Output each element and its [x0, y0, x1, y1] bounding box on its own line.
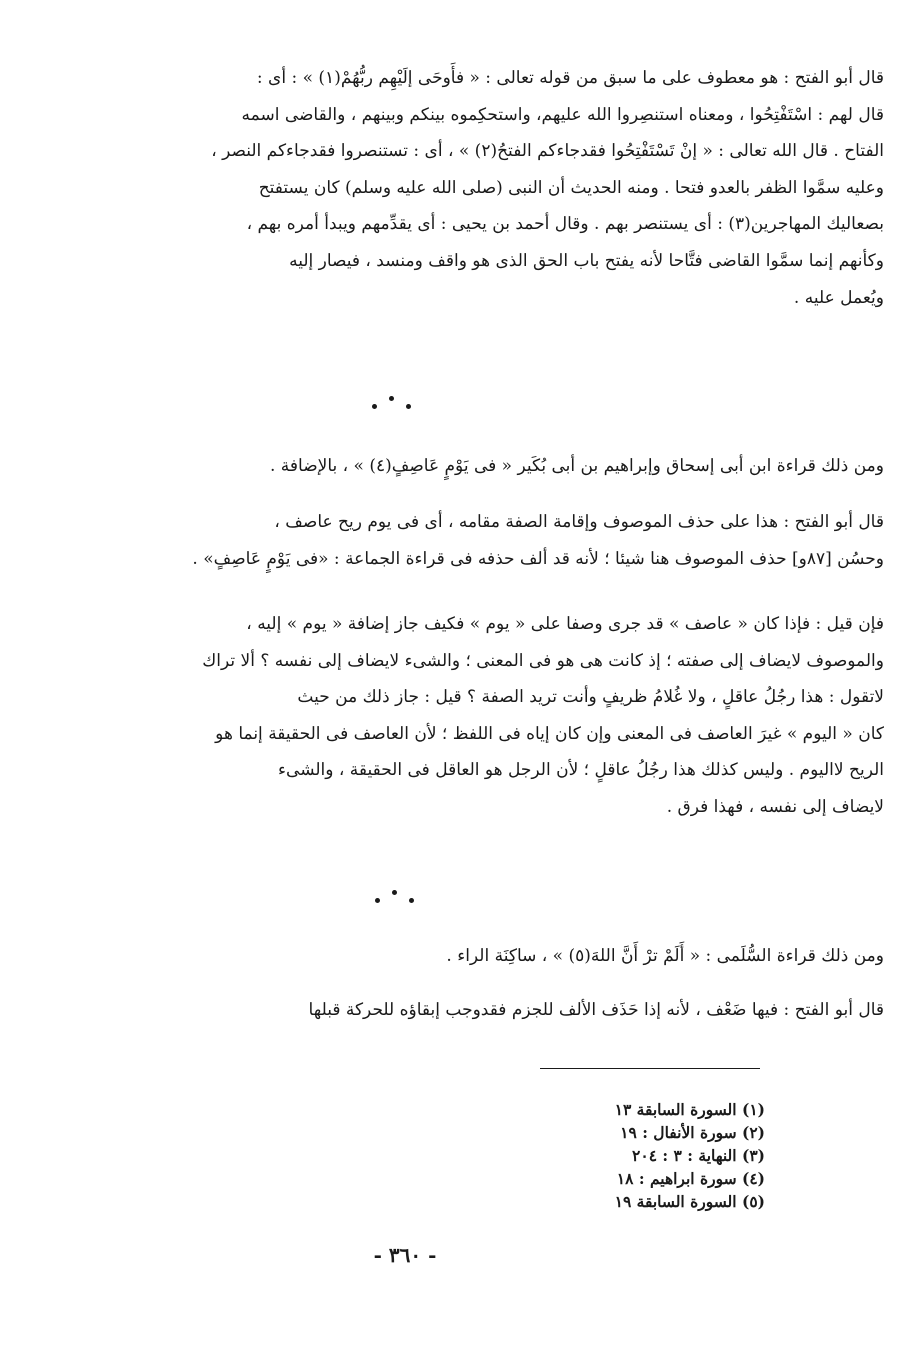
text-line: الفتاح . قال الله تعالى : « إنْ تَسْتَفْتِحُوا فقدجاءكم الفتحُ(٢) » ، أى : تستنصروا فقدجاءكم النصر ،	[211, 141, 884, 162]
paragraph-6	[28, 992, 884, 1029]
footnote: (٥) السورة السابقة ١٩	[614, 1192, 765, 1211]
footnote-divider	[540, 1068, 760, 1069]
text-line: لايضاف إلى نفسه ، فهذا فرق .	[666, 796, 884, 817]
paragraph-4	[28, 606, 884, 826]
text-line: فإن قيل : فإذا كان « عاصف » قد جرى وصفا على « يوم » فكيف جاز إضافة « يوم » إليه ،	[246, 614, 884, 634]
paragraph-3	[28, 504, 884, 577]
text-line: والموصوف لايضاف إلى صفته ؛ إذ كانت هى هو فى المعنى ؛ والشىء لايضاف إلى نفسه ؟ ألا تراك	[202, 650, 884, 671]
text-line: وحسُن [٨٧و] حذف الموصوف هنا شيئا ؛ لأنه قد ألف حذفه فى قراءة الجماعة : «فى يَوْمٍ عَاصِفٍ» .	[192, 548, 884, 569]
text-line: بصعاليك المهاجرين(٣) : أى يستنصر بهم . وقال أحمد بن يحيى : أى يقدِّمهم ويبدأ أمره بهم ،	[246, 214, 884, 235]
text-line: قال أبو الفتح : فيها ضَعْف ، لأنه إذا حَذَف الألف للجزم فقدوجب إبقاؤه للحركة قبلها	[308, 1000, 884, 1020]
section-separator	[375, 888, 415, 908]
page-number: - ٣٦٠ -	[373, 1243, 437, 1267]
text-line: قال أبو الفتح : هذا على حذف الموصوف وإقامة الصفة مقامه ، أى فى يوم ريح عاصف ،	[274, 512, 884, 532]
text-line: كان « اليوم » غيرَ العاصف فى المعنى وإن كان إياه فى اللفظ ؛ لأن العاصف فى الحقيقة إنما هو	[215, 723, 884, 744]
text-line: ومن ذلك قراءة السُّلَمى : « أَلَمْ ترْ أَنَّ اللهَ(٥) » ، ساكِنَة الراء .	[446, 946, 884, 966]
paragraph-1	[28, 60, 884, 316]
paragraph-2	[28, 448, 884, 485]
text-line: لاتقول : هذا رجُلُ عاقلٍ ، ولا غُلامُ ظريفٍ وأنت تريد الصفة ؟ قيل : جاز ذلك من حيث	[297, 687, 884, 708]
section-separator	[372, 394, 412, 414]
text-line: قال لهم : اسْتَفْتِحُوا ، ومعناه استنصِروا الله عليهم، واستحكِموه بينكم وبينهم ، والقاضى اسمه	[241, 104, 884, 125]
footnote: (١) السورة السابقة ١٣	[614, 1100, 765, 1119]
text-line: الريح لااليوم . وليس كذلك هذا رجُلُ عاقلٍ ؛ لأن الرجل هو العاقل فى الحقيقة ، والشىء	[278, 760, 884, 781]
text-line: ويُعمل عليه .	[793, 287, 884, 308]
footnote: (٣) النهاية : ٣ : ٢٠٤	[632, 1146, 765, 1165]
footnote: (٤) سورة ابراهيم : ١٨	[616, 1169, 765, 1188]
text-line: وعليه سمَّوا الظفر بالعدو فتحا . ومنه الحديث أن النبى (صلى الله عليه وسلم) كان يستفتح	[258, 177, 884, 198]
text-line: وكأنهم إنما سمَّوا القاضى فتَّاحا لأنه يفتح باب الحق الذى هو واقف ومنسد ، فيصار إليه	[289, 250, 884, 271]
footnotes	[540, 1098, 765, 1213]
text-line: ومن ذلك قراءة ابن أبى إسحاق وإبراهيم بن أبى بُكَير « فى يَوْمٍ عَاصِفٍ(٤) » ، بالإضافة .	[269, 456, 884, 476]
paragraph-5	[28, 938, 884, 975]
text-line: قال أبو الفتح : هو معطوف على ما سبق من قوله تعالى : « فأَوحَى إلَيْهِم ربُّهُمْ(١) » : أى :	[256, 68, 884, 88]
footnote: (٢) سورة الأنفال : ١٩	[620, 1123, 765, 1142]
